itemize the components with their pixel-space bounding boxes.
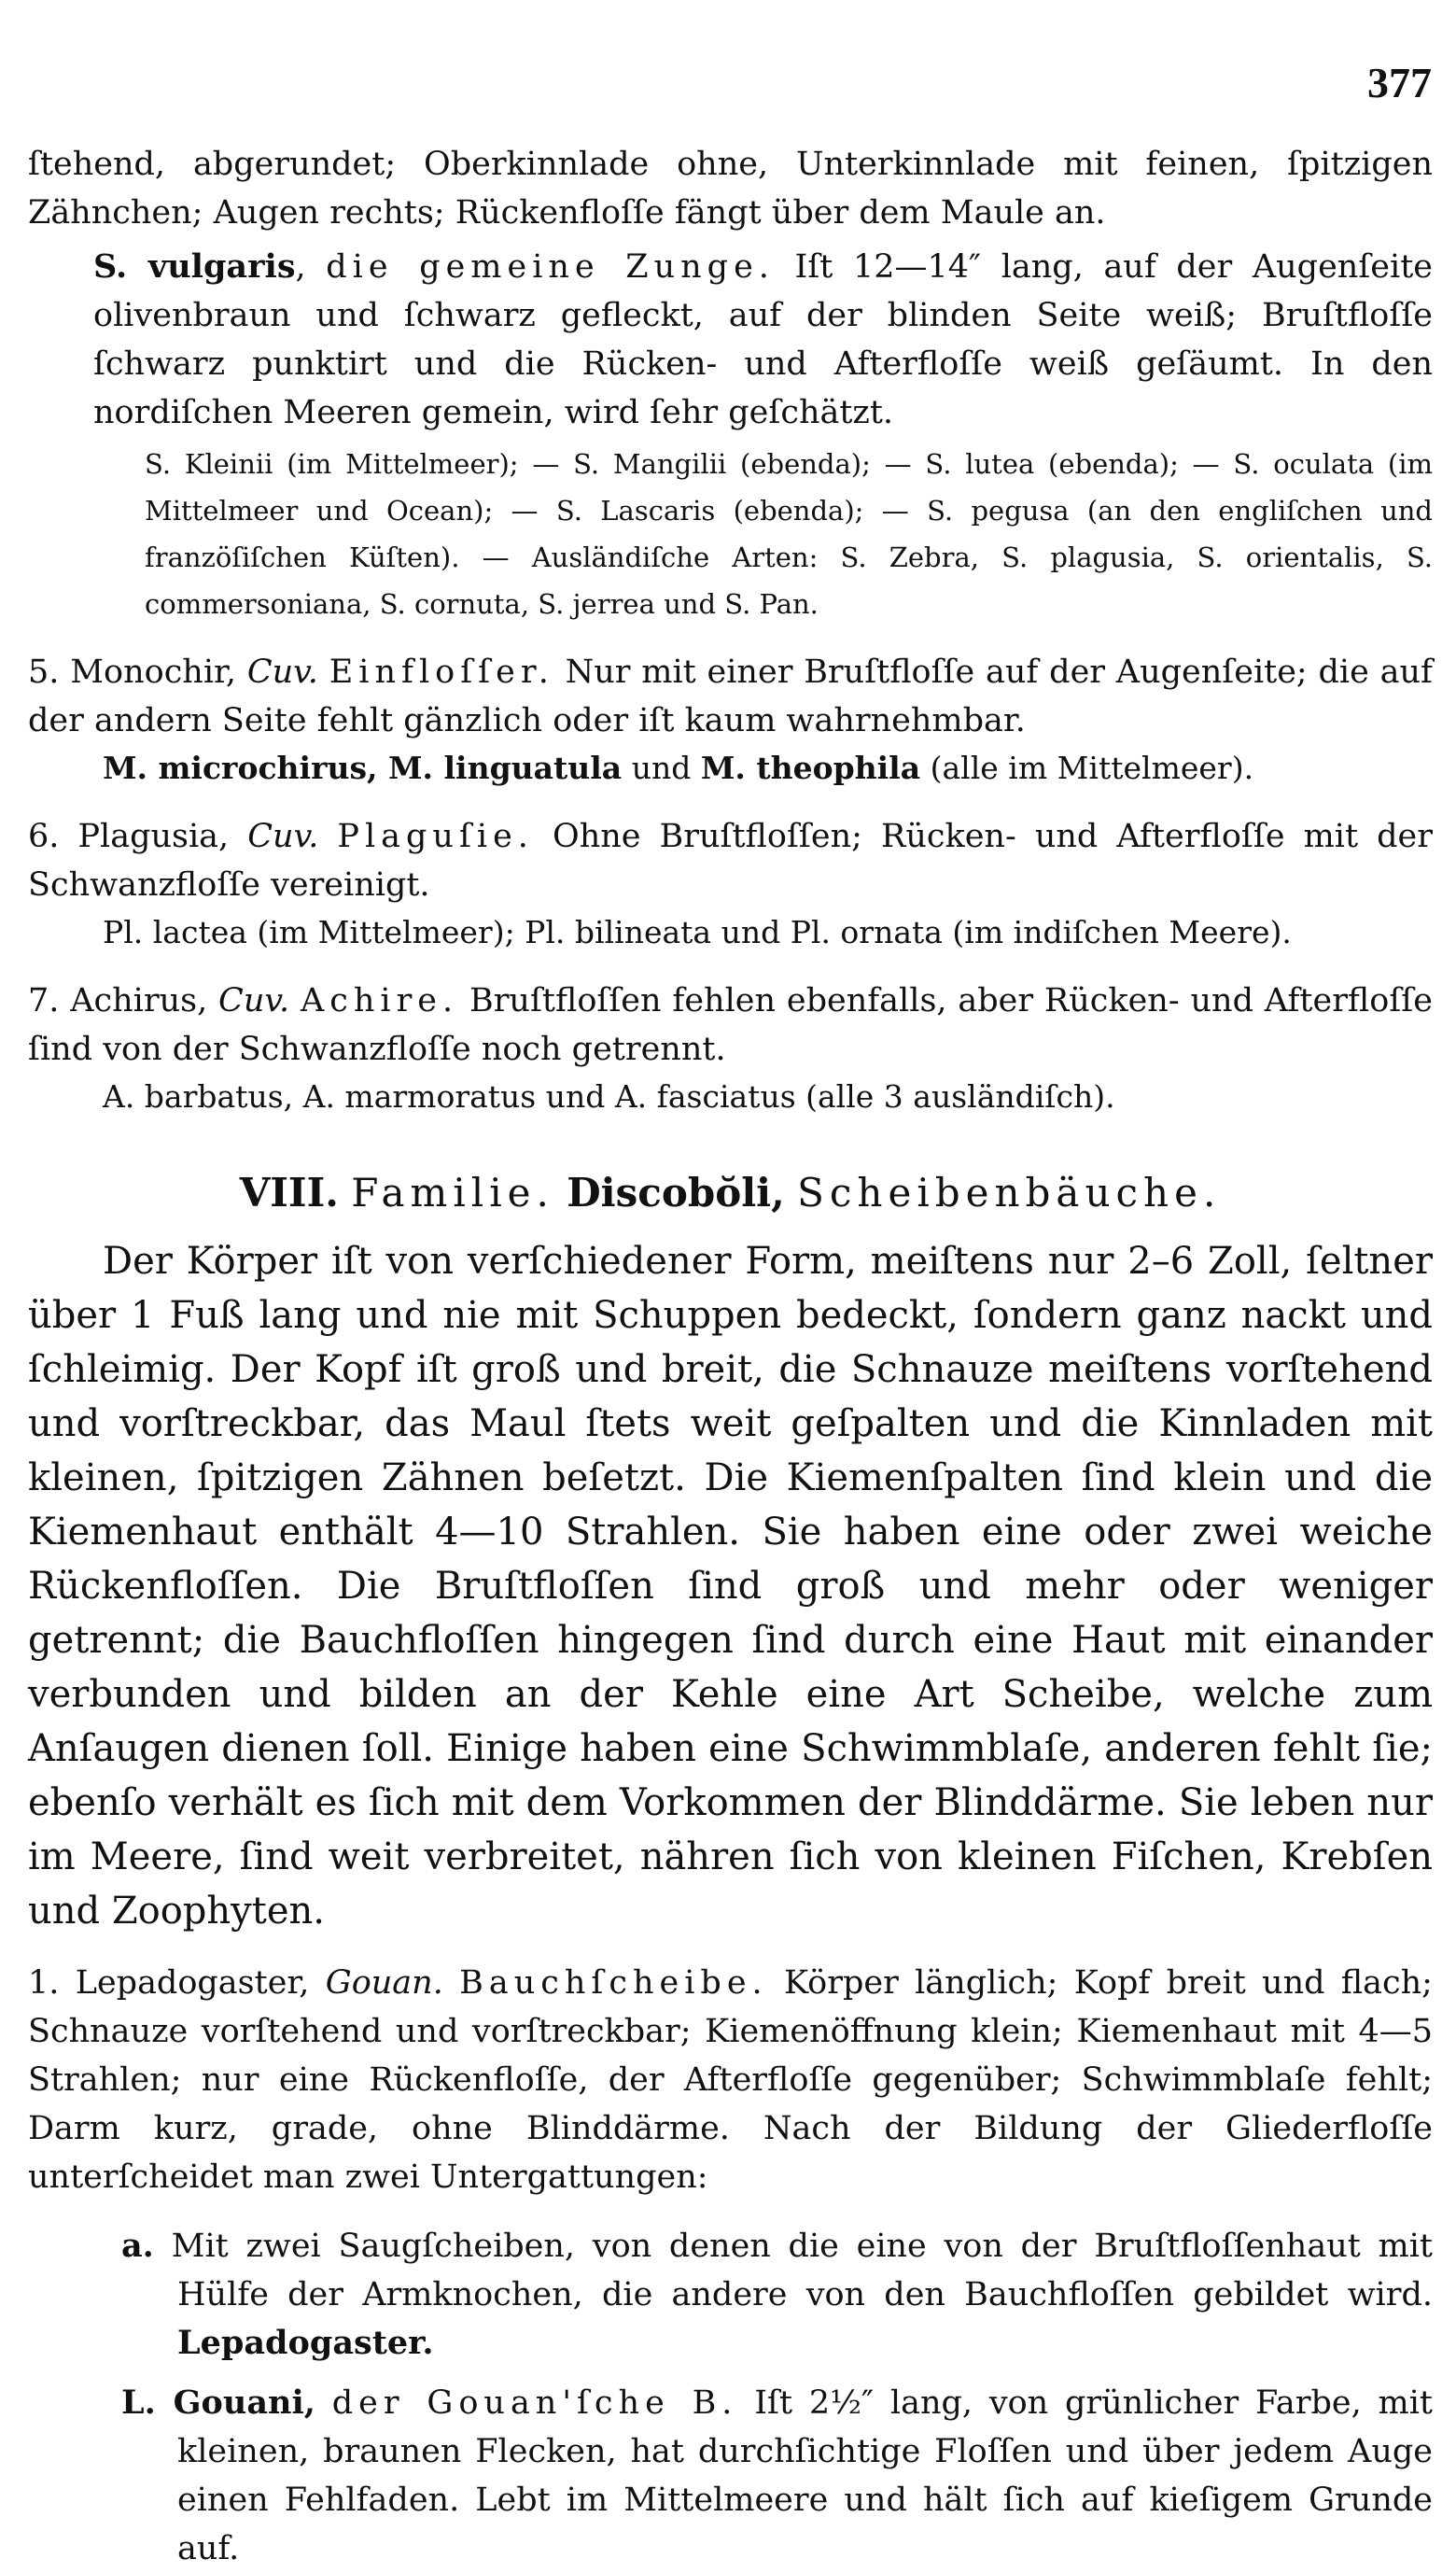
genus-common-name: Bauchſcheibe. <box>459 1964 768 2002</box>
intro-paragraph: ſtehend, abgerundet; Oberkinnlade ohne, Unterkinnlade mit feinen, ſpitzigen Zähnchen; Augen rechts; Rückenfloſſe fängt über dem Maule an. <box>28 146 1433 232</box>
subgenus-description: Mit zwei Saugſcheiben, von denen die eine von der Bruſtfloſſenhaut mit Hülfe der Armknochen, die andere von den Bauchfloſſen gebildet wird. <box>171 2228 1433 2313</box>
genus-lepadogaster <box>28 1959 1433 2201</box>
genus-author: Cuv. <box>218 982 290 1019</box>
page-number: 377 <box>1367 59 1432 106</box>
genus-author: Gouan. <box>325 1964 443 2002</box>
genus-description: Körper länglich; Kopf breit und flach; Schnauze vorſtehend und vorſtreckbar; Kiemenöffnung klein; Kiemenhaut mit 4—5 Strahlen; nur eine Rückenfloſſe, der Afterfloſſe gegenüber; Schwimmblaſe fehlt; Darm kurz, grade, ohne Blinddärme. Nach der Bildung der Gliederfloſſe unterſcheidet man zwei Untergattungen: <box>28 1964 1433 2196</box>
genus-common-name: Achire. <box>300 982 459 1019</box>
genus-name: Plagusia, <box>77 818 230 855</box>
genus-author: Cuv. <box>247 818 319 855</box>
genus-description: Bruſtfloſſen fehlen ebenfalls, aber Rücken- und Afterfloſſe ſind von der Schwanzfloſſe noch getrennt. <box>28 982 1433 1068</box>
species-common-name: der Gouan'ſche B. <box>331 2384 738 2422</box>
genus-description: Nur mit einer Bruſtfloſſe auf der Augenſeite; die auf der andern Seite fehlt gänzlich oder iſt kaum wahrnehmbar. <box>28 654 1433 739</box>
genus-name: Achirus, <box>70 982 208 1019</box>
genus-author: Cuv. <box>246 654 318 691</box>
genus-monochir <box>28 648 1433 745</box>
species-name-last: M. theophila <box>700 750 921 786</box>
species-note: (alle im Mittelmeer). <box>930 750 1254 786</box>
genus-plagusia <box>28 812 1433 909</box>
species-common-name: die gemeine Zunge. <box>326 248 775 286</box>
genus-common-name: Plaguſie. <box>337 818 534 855</box>
plagusia-species: Pl. lactea (im Mittelmeer); Pl. bilineata und Pl. ornata (im indiſchen Meere). <box>103 914 1292 950</box>
species-vulgaris: S. vulgaris, die gemeine Zunge. Iſt 12—14″ lang, auf der Augenſeite olivenbraun und ſchwarz gefleckt, auf der blinden Seite weiß; Bruſtfloſſe ſchwarz punktirt und die Rücken- und Afterfloſſe weiß geſäumt. In den nordiſchen Meeren gemein, wird ſehr geſchätzt. <box>93 247 1433 431</box>
genus-name: Monochir, <box>70 654 237 691</box>
family-description: Der Körper iſt von verſchiedener Form, meiſtens nur 2–6 Zoll, ſeltner über 1 Fuß lang und nie mit Schuppen bedeckt, ſondern ganz nackt und ſchleimig. Der Kopf iſt groß und breit, die Schnauze meiſtens vorſtehend und vorſtreckbar, das Maul ſtets weit geſpalten und die Kinnladen mit kleinen, ſpitzigen Zähnen beſetzt. Die Kiemenſpalten ſind klein und die Kiemenhaut enthält 4—10 Strahlen. Sie haben eine oder zwei weiche Rückenfloſſen. Die Bruſtfloſſen ſind groß und mehr oder weniger getrennt; die Bauchfloſſen hingegen ſind durch eine Haut mit einander verbunden und bilden an der Kehle eine Art Scheibe, welche zum Anſaugen dienen ſoll. Einige haben eine Schwimmblaſe, anderen fehlt ſie; ebenſo verhält es ſich mit dem Vorkommen der Blinddärme. Sie leben nur im Meere, ſind weit verbreitet, nähren ſich von kleinen Fiſchen, Krebſen und Zoophyten. <box>28 1240 1433 1933</box>
genus-number: 7. <box>28 982 60 1019</box>
genus-common-name: Einfloſſer. <box>329 654 554 691</box>
species-description: Iſt 2½″ lang, von grünlicher Farbe, mit kleinen, braunen Flecken, hat durchſichtige Floſſen und über jedem Auge einen Fehlfaden. Lebt im Mittelmeere und hält ſich auf kieſigem Grunde auf. <box>177 2384 1433 2567</box>
species-conjunction: und <box>631 750 692 786</box>
monochir-species <box>28 745 1433 792</box>
achirus-species: A. barbatus, A. marmoratus und A. fasciatus (alle 3 ausländiſch). <box>103 1078 1115 1115</box>
species-name: S. vulgaris <box>93 247 296 286</box>
family-label: Familie. <box>351 1170 554 1216</box>
genus-name: Lepadogaster, <box>75 1964 310 2002</box>
species-description: Iſt 12—14″ lang, auf der Augenſeite olivenbraun und ſchwarz gefleckt, auf der blinden Seite weiß; Bruſtfloſſe ſchwarz punktirt und die Rücken- und Afterfloſſe weiß geſäumt. In den nordiſchen Meeren gemein, wird ſehr geſchätzt. <box>93 248 1433 431</box>
subgenus-name: Lepadogaster. <box>177 2324 434 2362</box>
family-latin-name: Discobŏli, <box>567 1170 785 1216</box>
family-roman-numeral: VIII. <box>239 1170 339 1216</box>
genus-number: 6. <box>28 818 60 855</box>
solea-other-species: S. Kleinii (im Mittelmeer); — S. Mangilii (ebenda); — S. lutea (ebenda); — S. oculata (im Mittelmeer und Ocean); — S. Lascaris (ebenda); — S. pegusa (an den engliſchen und franzöſiſchen Küſten). — Ausländiſche Arten: S. Zebra, S. plagusia, S. orientalis, S. commersoniana, S. cornuta, S. jerrea und S. Pan. <box>145 448 1433 620</box>
family-heading <box>28 1165 1433 1221</box>
genus-number: 1. <box>28 1964 60 2002</box>
family-german-name: Scheibenbäuche. <box>797 1170 1222 1216</box>
species-name: L. Gouani, <box>121 2383 315 2422</box>
subgenus-label: a. <box>121 2227 154 2265</box>
genus-description: Ohne Bruſtfloſſen; Rücken- und Afterfloſſe mit der Schwanzfloſſe vereinigt. <box>28 818 1433 904</box>
species-names: M. microchirus, M. linguatula <box>103 750 623 786</box>
genus-number: 5. <box>28 654 60 691</box>
subgenus-a <box>28 2222 1433 2368</box>
page-body <box>28 140 1433 2573</box>
species-gouani <box>28 2379 1433 2573</box>
genus-achirus <box>28 977 1433 1074</box>
